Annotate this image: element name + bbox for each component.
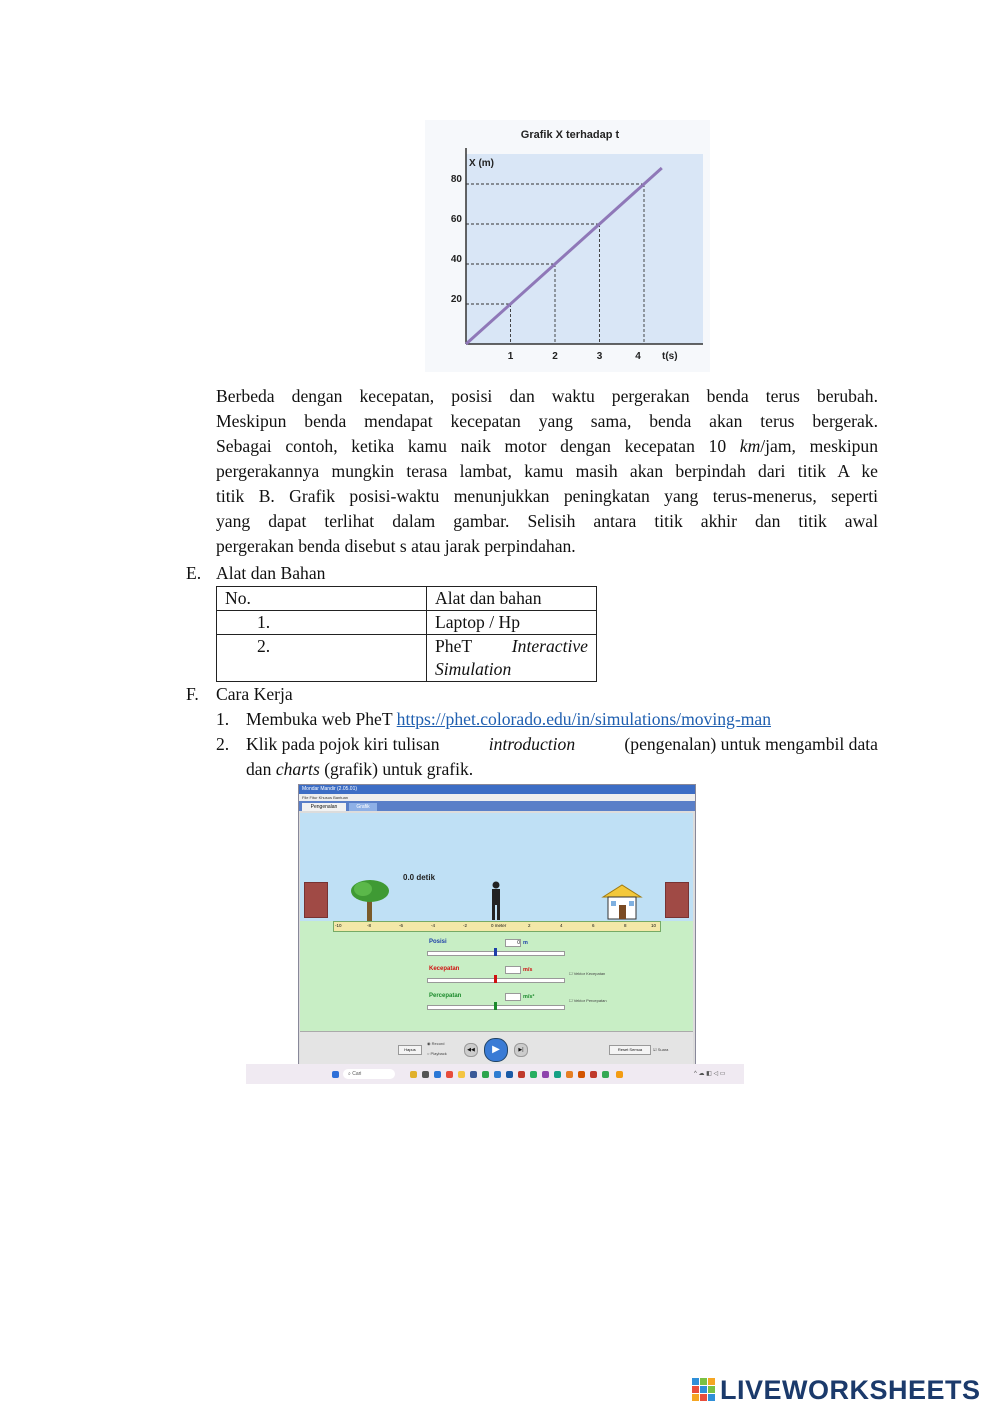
section-f-label: F. xyxy=(186,684,199,704)
paragraph-line: pergerakannya mungkin terasa lambat, kamu masih akan berpindah dari titik A ke xyxy=(216,461,878,481)
suara-checkbox[interactable]: ☑ Suara xyxy=(653,1047,669,1052)
record-radio[interactable]: ◉ Record xyxy=(427,1041,445,1046)
y-tick-80: 80 xyxy=(450,174,462,185)
phet-link[interactable]: https://phet.colorado.edu/in/simulations/moving-man xyxy=(396,709,771,729)
percepatan-unit: m/s² xyxy=(523,994,535,1000)
paragraph-line: pergerakan benda disebut s atau jarak perpindahan. xyxy=(216,536,576,556)
posisi-unit: m xyxy=(523,940,528,946)
row-no: 1. xyxy=(217,611,427,635)
hapus-button[interactable]: Hapus xyxy=(398,1045,422,1055)
app-icon[interactable] xyxy=(446,1071,453,1078)
paragraph-line: yang dapat terlihat dalam gambar. Selisih antara titik akhir dan titik awal xyxy=(216,511,878,531)
ruler-tick: 6 xyxy=(592,923,595,928)
percepatan-slider-knob[interactable] xyxy=(494,1002,497,1010)
ruler-tick: 0 meter xyxy=(491,923,507,928)
paragraph-line: Berbeda dengan kecepatan, posisi dan waktu pergerakan benda terus berubah. xyxy=(216,386,878,406)
table-row xyxy=(217,611,597,635)
chrome-icon[interactable] xyxy=(602,1071,609,1078)
menu-bar[interactable]: File Fitur Khusus Bantuan xyxy=(299,794,695,801)
vektor-percepatan-checkbox[interactable]: ☐ Vektor Percepatan xyxy=(569,998,607,1003)
app-icon[interactable] xyxy=(530,1071,537,1078)
unit-km: km xyxy=(739,436,761,456)
paragraph-line: Meskipun benda mendapat kecepatan yang sama, benda akan terus bergerak. xyxy=(216,411,878,431)
ruler-tick: -8 xyxy=(367,923,372,928)
tree-icon xyxy=(349,877,391,921)
play-button[interactable]: ▶ xyxy=(484,1038,508,1062)
time-readout: 0.0 detik xyxy=(403,873,436,882)
kecepatan-input[interactable] xyxy=(505,966,521,974)
folder-icon[interactable] xyxy=(458,1071,465,1078)
paragraph-line: titik B. Grafik posisi-waktu menunjukkan peningkatan yang terus-menerus, seperti xyxy=(216,486,878,506)
right-wall xyxy=(665,882,689,918)
y-tick-40: 40 xyxy=(450,254,462,265)
ruler-tick: 10 xyxy=(651,923,657,928)
x-tick-4: 4 xyxy=(635,351,641,362)
app-window xyxy=(298,784,696,1066)
explanation-paragraph xyxy=(216,384,878,559)
office-icon[interactable] xyxy=(590,1071,597,1078)
playback-radio[interactable]: ○ Playback xyxy=(427,1051,447,1056)
step-button[interactable]: ▶| xyxy=(514,1043,528,1057)
tab-grafik[interactable]: Grafik xyxy=(349,803,377,811)
ruler-tick: 2 xyxy=(528,923,531,928)
step-2: Klik pada pojok kiri tulisan introduction (pengenalan) untuk mengambil data dan charts (grafik) untuk grafik. xyxy=(246,734,878,779)
x-tick-1: 1 xyxy=(507,351,514,362)
kecepatan-unit: m/s xyxy=(523,967,533,973)
percepatan-input[interactable] xyxy=(505,993,521,1001)
widget-icon[interactable] xyxy=(410,1071,417,1078)
step-1: Membuka web PheT https://phet.colorado.edu/in/simulations/moving-man xyxy=(246,709,771,729)
system-tray-icons[interactable]: ^ ☁ ◧ ◁ ▭ xyxy=(694,1071,726,1077)
y-axis-label: X (m) xyxy=(469,158,494,169)
graph-title: Grafik X terhadap t xyxy=(520,129,620,141)
posisi-label: Posisi xyxy=(429,939,447,945)
row-item: Laptop / Hp xyxy=(427,611,597,635)
row-item: PheT Interactive Simulation xyxy=(427,635,597,682)
step-1-number: 1. xyxy=(216,709,230,729)
header-no: No. xyxy=(217,587,427,611)
ruler-tick: 4 xyxy=(560,923,563,928)
app-icon[interactable] xyxy=(554,1071,561,1078)
section-e-label: E. xyxy=(186,563,202,583)
y-tick-20: 20 xyxy=(450,294,462,305)
tools-table xyxy=(216,586,597,682)
app-icon[interactable] xyxy=(542,1071,549,1078)
liveworksheets-logo-icon xyxy=(692,1378,716,1402)
reset-semua-button[interactable]: Reset Semua xyxy=(609,1045,651,1055)
house-icon xyxy=(601,883,643,921)
kecepatan-slider-knob[interactable] xyxy=(494,975,497,983)
y-tick-60: 60 xyxy=(450,214,462,225)
table-header-row xyxy=(217,587,597,611)
app-icon[interactable] xyxy=(494,1071,501,1078)
ruler-tick: -2 xyxy=(463,923,468,928)
app-icon[interactable] xyxy=(566,1071,573,1078)
app-icon[interactable] xyxy=(616,1071,623,1078)
taskview-icon[interactable] xyxy=(422,1071,429,1078)
x-tick-3: 3 xyxy=(596,351,603,362)
tab-pengenalan[interactable]: Pengenalan xyxy=(302,803,346,811)
percepatan-label: Percepatan xyxy=(429,993,462,999)
taskbar-search[interactable]: ⌕ Cari xyxy=(343,1069,395,1079)
posisi-input[interactable]: 0 xyxy=(505,939,521,947)
liveworksheets-wordmark: LIVEWORKSHEETS xyxy=(720,1375,981,1405)
kecepatan-label: Kecepatan xyxy=(429,966,460,972)
windows-taskbar xyxy=(246,1064,744,1084)
section-f-title: Cara Kerja xyxy=(216,684,293,704)
section-e-title: Alat dan Bahan xyxy=(216,563,326,583)
table-row xyxy=(217,635,597,682)
ruler-tick: -4 xyxy=(431,923,436,928)
ruler-tick: -6 xyxy=(399,923,404,928)
windows-start-icon[interactable] xyxy=(332,1071,339,1078)
app-icon[interactable] xyxy=(518,1071,525,1078)
phet-moving-man-screenshot xyxy=(246,782,744,1084)
x-tick-2: 2 xyxy=(552,351,558,362)
posisi-slider-knob[interactable] xyxy=(494,948,497,956)
position-ruler xyxy=(333,921,661,932)
paragraph-line: Sebagai contoh, ketika kamu naik motor dengan kecepatan 10 km/jam, meskipun xyxy=(216,436,878,456)
chrome-icon[interactable] xyxy=(482,1071,489,1078)
ruler-tick: -10 xyxy=(335,923,342,928)
step-2-number: 2. xyxy=(216,734,230,754)
plot-background xyxy=(466,154,703,344)
vektor-kecepatan-checkbox[interactable]: ☐ Vektor Kecepatan xyxy=(569,971,606,976)
app-icon[interactable] xyxy=(578,1071,585,1078)
app-icon[interactable] xyxy=(506,1071,513,1078)
position-time-graph xyxy=(425,120,710,372)
app-icon[interactable] xyxy=(470,1071,477,1078)
tab-bar xyxy=(299,801,695,811)
header-tools: Alat dan bahan xyxy=(427,587,597,611)
edge-icon[interactable] xyxy=(434,1071,441,1078)
rewind-button[interactable]: ◀◀ xyxy=(464,1043,478,1057)
x-axis-label: t(s) xyxy=(662,351,678,362)
moving-man-icon[interactable] xyxy=(489,881,503,921)
left-wall xyxy=(304,882,328,918)
window-title: Mondar Mandir (2.05.01) xyxy=(299,785,695,794)
row-no: 2. xyxy=(217,635,427,682)
ruler-tick: 8 xyxy=(624,923,627,928)
